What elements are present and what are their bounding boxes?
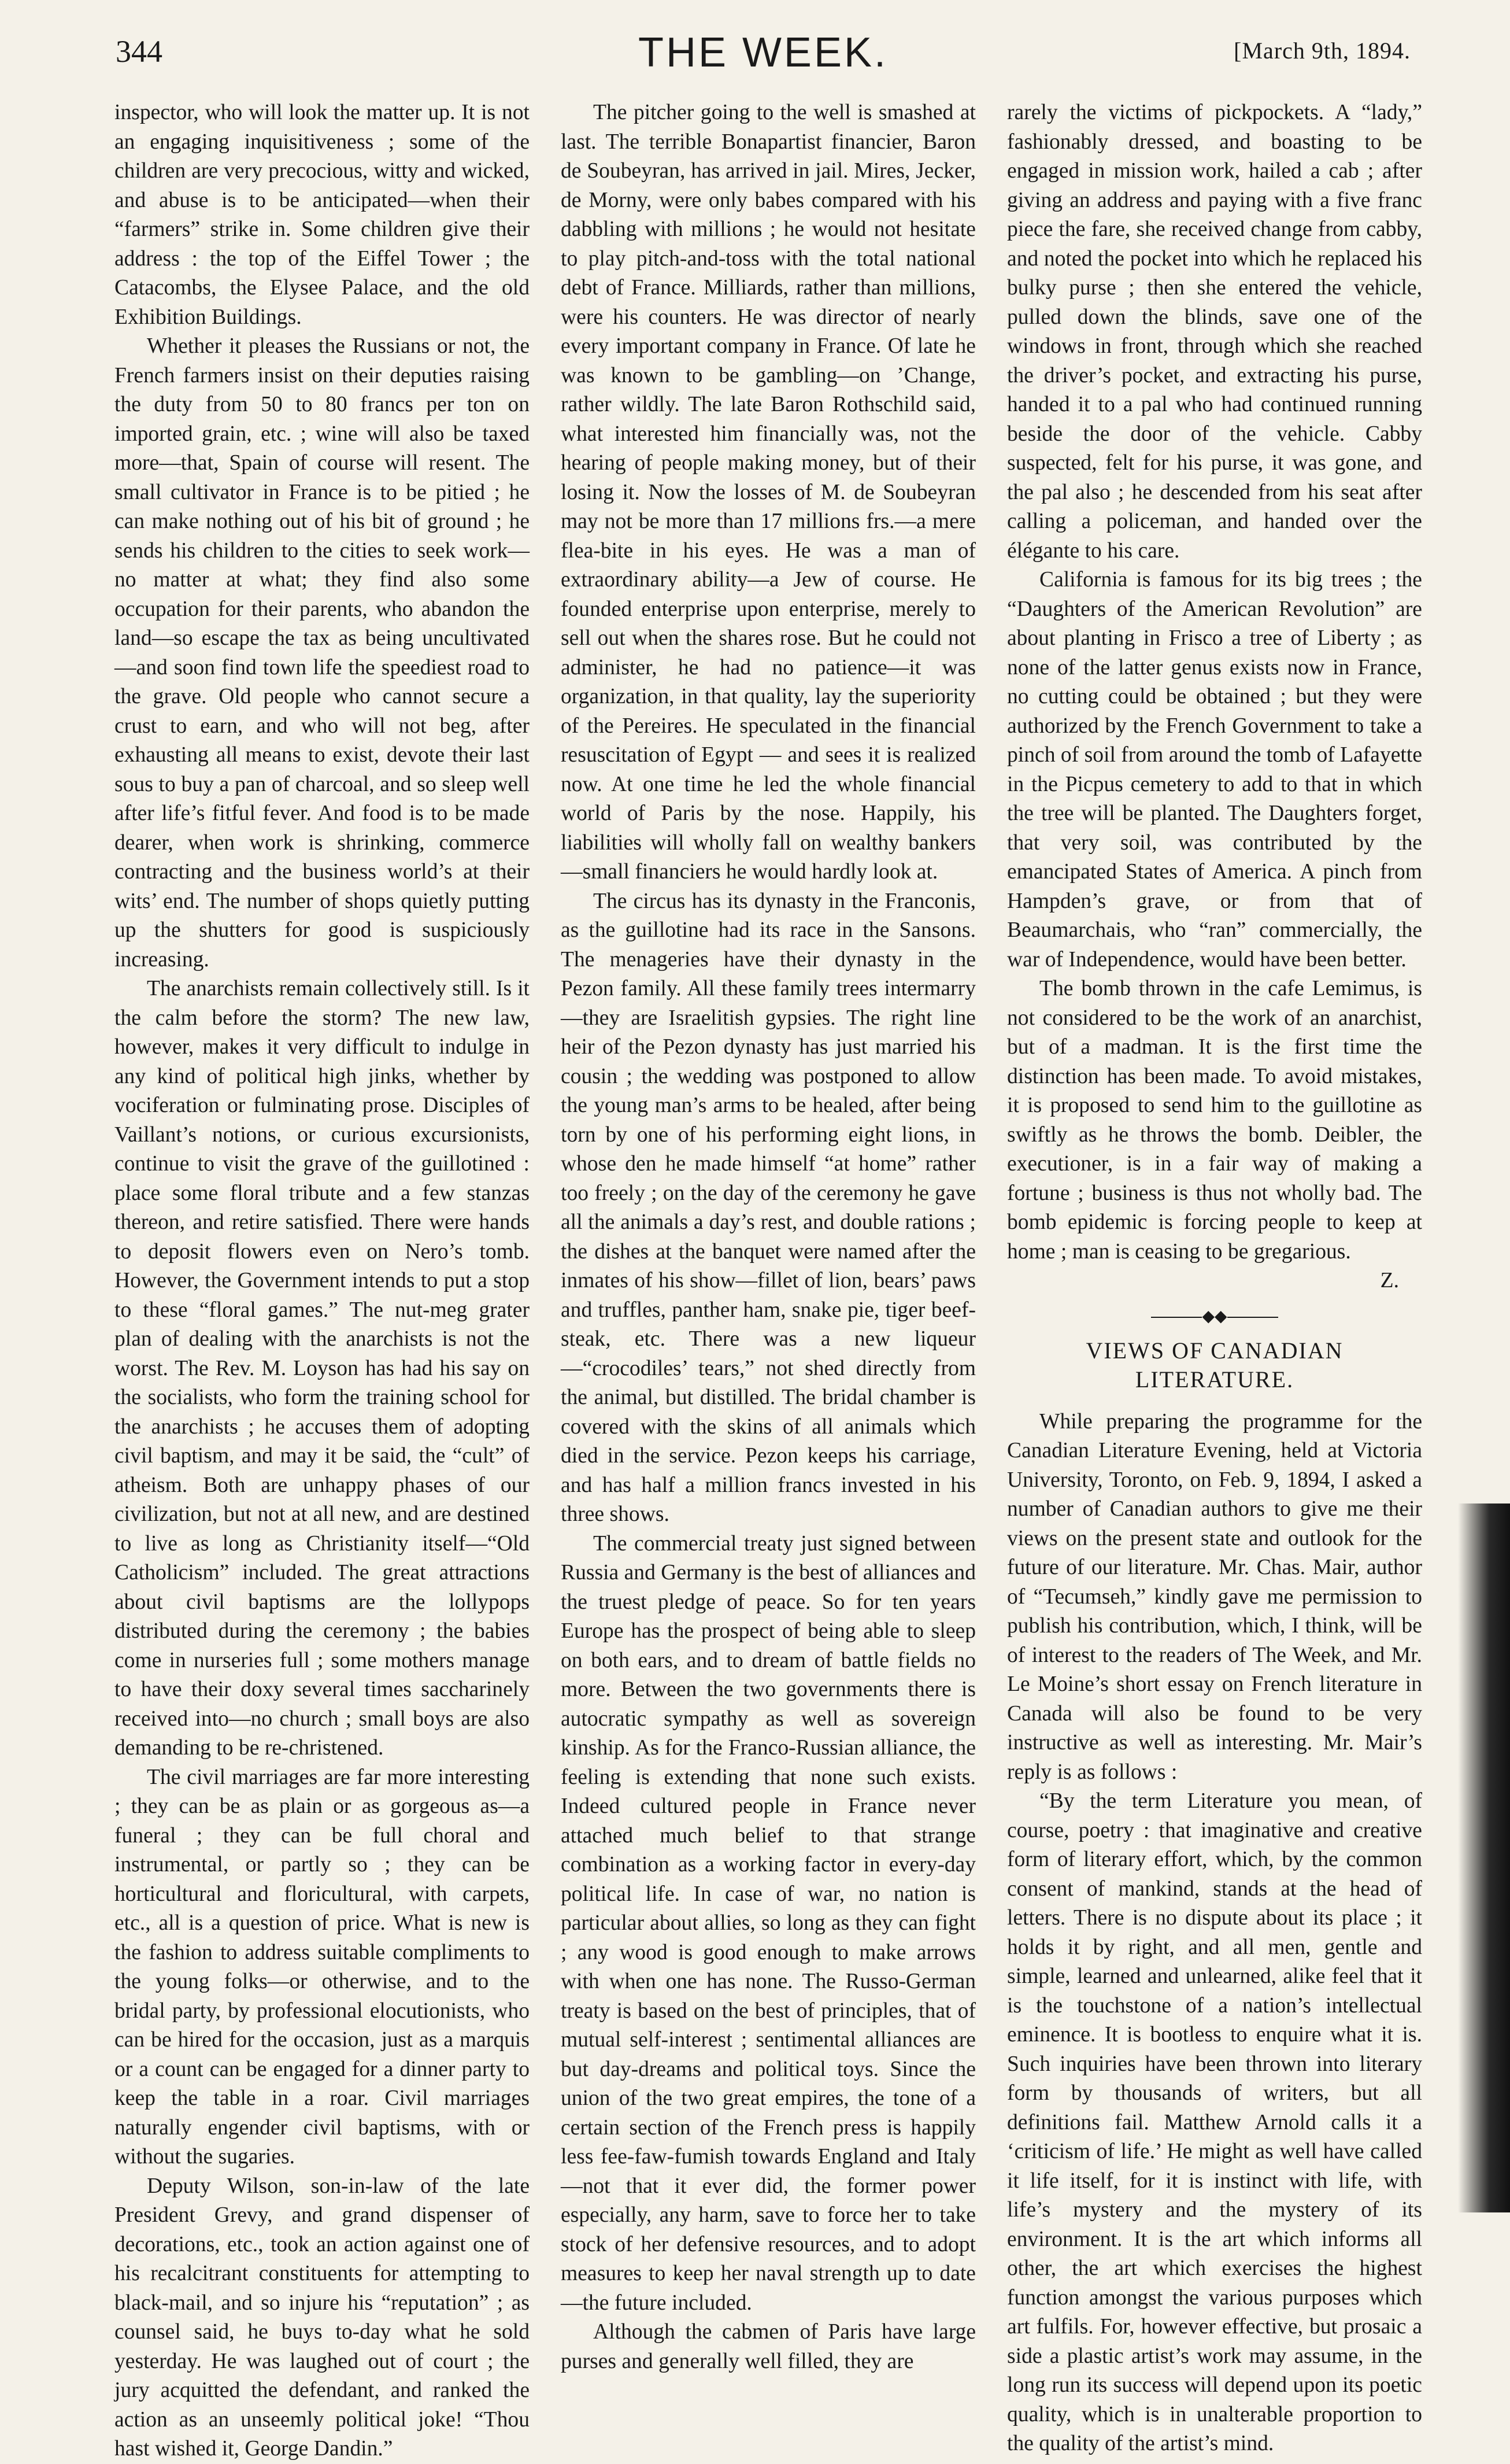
paragraph: The bomb thrown in the cafe Lemimus, is not considered to be the work of an anarchist, but of a madman. It is the first time the distinction has been made. To avoid mistakes, it is proposed to send him to the guillotine as swiftly as he throws the bomb. Deibler, the executioner, is in a fair way of making a fortune ; business is thus not wholly bad. The bomb epidemic is forcing people to keep at home ; man is ceasing to be gregarious. [1007,977,1422,1264]
paragraph: rarely the victims of pickpockets. A “lady,” fashionably dressed, and boasting to be engaged in mission work, hailed a cab ; after giving an address and paying with a five franc piece the fare, she received change from cabby, and noted the pocket into which he replaced his bulky purse ; then she entered the vehicle, pulled down the blinds, save one of the windows in front, through which she reached the driver’s pocket, and extracting his purse, handed it to a pal who had continued running beside the door of the vehicle. Cabby suspected, felt for his purse, it was gone, and the pal also ; he descended from his seat after calling a policeman, and handed over the élégante to his care. [1007,101,1422,563]
column-3 [1007,98,1422,2455]
author-signature: Z. [1380,1269,1399,1292]
paragraph: “By the term Literature you mean, of course, poetry : that imaginative and creative form of literary effort, which, by the common consent of mankind, stands at the head of letters. There is no dispute about its place ; it holds it by right, and all men, gentle and simple, learned and unlearned, alike feel that it is the touchstone of a nation’s intellectual eminence. It is bootless to enquire what it is. Such inquiries have been thrown into literary form by thousands of writers, but all definitions fail. Matthew Arnold calls it a ‘criticism of life.’ He might as well have called it life itself, for it is instinct with life, with life’s mystery and the mystery of its environment. It is the art which informs all other, the art which exercises the highest function amongst the various purposes which art fulfils. For, however effective, but prosaic a side a plastic artist’s work may assume, in the long run its success will depend upon its poetic quality, which is in unalterable proportion to the quality of the artist’s mind. [1007,1789,1422,2455]
paragraph: The pitcher going to the well is smashed at last. The terrible Bonapartist financier, Baron de Soubeyran, has arrived in jail. Mires, Jecker, de Morny, were only babes compared with his dabbling with millions ; he would not hesitate to play pitch-and-toss with the total national debt of France. Milliards, rather than millions, were his counters. He was director of nearly every important company in France. Of late he was known to be gambling—on ’Change, rather wildly. The late Baron Rothschild said, what interested him financially was, not the hearing of people making money, but of their losing it. Now the losses of M. de Soubeyran may not be more than 17 millions frs.—a mere flea-bite in his eyes. He was a man of extraordinary ability—a Jew of course. He founded enterprise upon enterprise, merely to sell out when the shares rose. But he could not administer, he had no patience—it was organization, in that quality, lay the superiority of the Pereires. He speculated in the financial resuscitation of Egypt — and sees it is realized now. At one time he led the whole financial world of Paris by the nose. Happily, his liabilities will wholly fall on wealthy bankers—small financiers he would hardly look at. [561,101,976,884]
paragraph: The circus has its dynasty in the Franconis, as the guillotine had its race in the Sansons. The menageries have their dynasty in the Pezon family. All these family trees intermarry—they are Israelitish gypsies. The right line heir of the Pezon dynasty has just married his cousin ; the wedding was postponed to allow the young man’s arms to be healed, after being torn by one of his performing eight lions, in whose den he made himself “at home” rather too freely ; on the day of the ceremony he gave all the animals a day’s rest, and double rations ; the dishes at the banquet were named after the inmates of his show—fillet of lion, bears’ paws and truffles, panther ham, snake pie, tiger beef-steak, etc. There was a new liqueur—“crocodiles’ tears,” not shed directly from the animal, but distilled. The bridal chamber is covered with the skins of all animals which died in the service. Pezon keeps his carriage, and has half a million francs invested in his three shows. [561,889,976,1526]
paragraph: Whether it pleases the Russians or not, the French farmers insist on their deputies raising the duty from 50 to 80 francs per ton on imported grain, etc. ; wine will also be taxed more—that, Spain of course will resent. The small cultivator in France is to be pitied ; he can make nothing out of his bit of ground ; he sends his children to the cities to seek work—no matter at what; they find also some occupation for their parents, who abandon the land—so escape the tax as being uncultivated—and soon find town life the speediest road to the grave. Old people who cannot secure a crust to earn, and who will not beg, after exhausting all means to exist, devote their last sous to buy a pan of charcoal, and so sleep well after life’s fitful fever. And food is to be made dearer, when work is shrinking, commerce contracting and the business world’s at their wits’ end. The number of shops quietly putting up the shutters for good is suspiciously increasing. [114,334,530,971]
issue-date: [March 9th, 1894. [1234,38,1411,64]
paragraph: inspector, who will look the matter up. It is not an engaging inquisitiveness ; some of the children are very precocious, witty and wicked, and abuse is to be anticipated—when their “farmers” strike in. Some children give their address : the top of the Eiffel Tower ; the Catacombs, the Elysee Palace, and the old Exhibition Buildings. [114,101,530,329]
page-number: 344 [116,34,162,69]
paragraph: Although the cabmen of Paris have large purses and generally well filled, they are [561,2320,976,2373]
paragraph: Deputy Wilson, son-in-law of the late President Grevy, and grand dispenser of decorations, etc., took an action against one of his recalcitrant constituents for attempting to black-mail, and so injure his “reputation” ; as counsel said, he buys to-day what he sold yesterday. He was laughed out of court ; the jury acquitted the defendant, and ranked the action as an unseemly political joke! “Thou hast wished it, George Dandin.” [114,2174,530,2461]
page-edge-shadow [1458,1503,1510,2212]
page-header [116,16,1411,86]
publication-title: THE WEEK. [638,29,889,76]
column-2 [561,98,976,2373]
paragraph: The commercial treaty just signed between Russia and Germany is the best of alliances and the truest pledge of peace. So for ten years Europe has the prospect of being able to sleep on both ears, and to dream of battle fields no more. Between the two governments there is autocratic sympathy as well as sovereign kinship. As for the Franco-Russian alliance, the feeling is extending that none such exists. Indeed cultured people in France never attached much belief to that strange combination as a working factor in every-day political life. In case of war, no nation is particular about allies, so long as they can fight ; any wood is good enough to make arrows with when one has none. The Russo-German treaty is based on the best of principles, that of mutual self-interest ; sentimental alliances are but day-dreams and political toys. Since the union of the two great empires, the tone of a certain section of the French press is happily less fee-faw-fumish towards England and Italy—not that it ever did, the former power especially, any harm, save to force her to take stock of her defensive resources, and to adopt measures to keep her naval strength up to date—the future included. [561,1531,976,2315]
section-heading: VIEWS OF CANADIAN LITERATURE. [1086,1337,1344,1392]
paragraph: The civil marriages are far more interesting ; they can be as plain or as gorgeous as—a funeral ; they can be full choral and instrumental, or partly so ; they can be horticultural and floricultural, with carpets, etc., all is a question of price. What is new is the fashion to address suitable compliments to the young folks—or otherwise, and to the bridal party, by professional elocutionists, who can be hired for the occasion, just as a marquis or a count can be engaged for a dinner party to keep the table in a roar. Civil marriages naturally engender civil baptisms, with or without the sugaries. [114,1765,530,2169]
paragraph: The anarchists remain collectively still. Is it the calm before the storm? The new law, however, makes it very difficult to indulge in any kind of political high jinks, whether by vociferation or fulminating prose. Disciples of Vaillant’s notions, or curious excursionists, continue to visit the grave of the guillotined : place some floral tribute and a few stanzas thereon, and retire satisfied. There were hands to deposit flowers even on Nero’s tomb. However, the Government intends to put a stop to these “floral games.” The nut-meg grater plan of dealing with the anarchists is not the worst. The Rev. M. Loyson has had his say on the socialists, who form the training school for the anarchists ; he accuses them of adopting civil baptism, and may it be said, the “cult” of atheism. Both are unhappy phases of our civilization, but not at all new, and are destined to live as long as Christianity itself—“Old Catholicism” included. The great attractions about civil baptisms are the lollypops distributed during the ceremony ; the babies come in nurseries full ; some mothers manage to have their doxy several times saccharinely received into—no church ; small boys are also demanding to be re-christened. [114,977,530,1760]
paragraph: California is famous for its big trees ; the “Daughters of the American Revolution” are about planting in Frisco a tree of Liberty ; as none of the latter genus exists now in France, no cutting could be obtained ; but they were authorized by the French Government to take a pinch of soil from around the tomb of Lafayette in the Picpus cemetery to add to that in which the tree will be planted. The Daughters forget, that very soil, was contributed by the emancipated States of America. A pinch from Hampden’s grave, or from that of Beaumarchais, who “ran” commercially, the war of Independence, would have been better. [1007,568,1422,971]
column-1 [114,98,530,2461]
paragraph: While preparing the programme for the Canadian Literature Evening, held at Victoria University, Toronto, on Feb. 9, 1894, I asked a number of Canadian authors to give me their views on the present state and outlook for the future of our literature. Mr. Chas. Mair, author of “Tecumseh,” kindly gave me permission to publish his contribution, which, I think, will be of interest to the readers of The Week, and Mr. Le Moine’s short essay on French literature in Canada will also be found to be very instructive as well as interesting. Mr. Mair’s reply is as follows : [1007,1409,1422,1784]
section-divider: ◆◆ [1151,1309,1278,1325]
